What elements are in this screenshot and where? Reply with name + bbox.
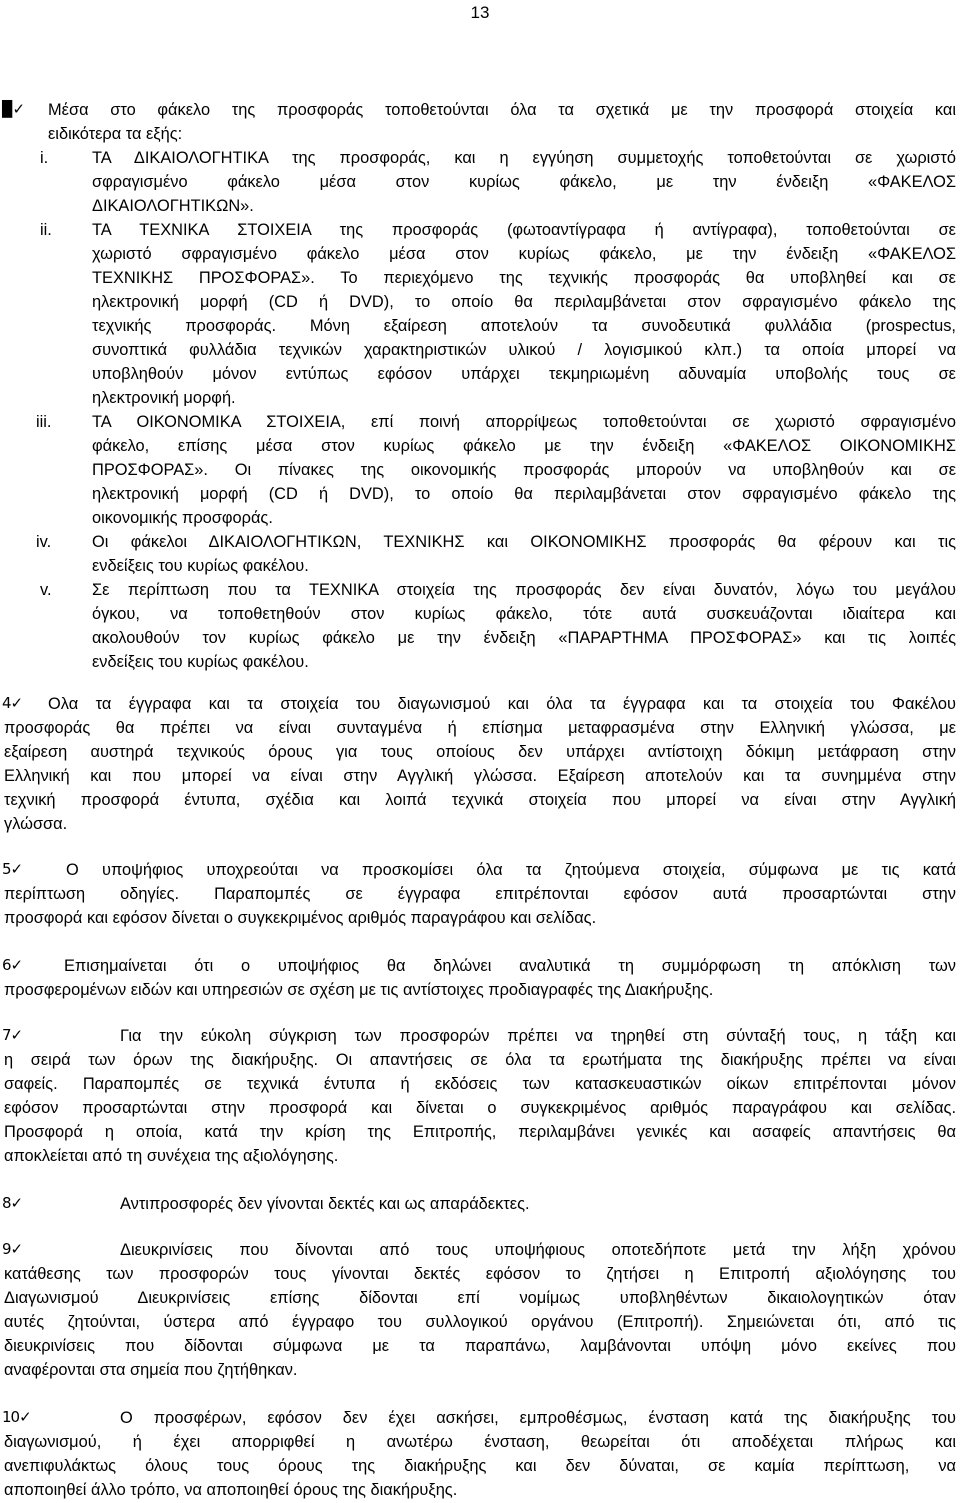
list-item-line: σφραγισμένο φάκελο μέσα στον κυρίως φάκελο, με την ένδειξη «ΦΑΚΕΛΟΣ — [92, 173, 956, 191]
list-item-line: ΠΡΟΣΦΟΡΑΣ». Οι πίνακες της οικονομικής προσφοράς μπορούν να υποβληθούν και σε — [92, 461, 956, 479]
paragraph-line: Προσφορά η οποία, κατά την κρίση της Επιτροπής, περιλαμβάνει γενικές και ασαφείς απαντήσεις θα — [4, 1123, 956, 1141]
list-item-line: ΔΙΚΑΙΟΛΟΓΗΤΙΚΩΝ». — [92, 197, 254, 215]
pencil-check-icon: 6✓ — [2, 956, 23, 974]
paragraph-line: η σειρά των όρων της διακήρυξης. Οι απαντήσεις σε όλα τα ερωτήματα της διακήρυξης πρέπει να είναι — [4, 1051, 956, 1069]
paragraph-line: περίπτωση οδηγίες. Παραπομπές σε έγγραφα επιτρέπονται εφόσον αυτά προσαρτώνται στην — [4, 885, 956, 903]
paragraph-line: διευκρινίσεις που δίδονται σύμφωνα με τα παραπάνω, λαμβάνονται υπόψη μόνο εκείνες που — [4, 1337, 956, 1355]
pencil-check-icon: 5✓ — [2, 860, 23, 878]
paragraph-line: Μέσα στο φάκελο της προσφοράς τοποθετούνται όλα τα σχετικά με την προσφορά στοιχεία και — [48, 101, 956, 119]
list-item-line: συνοπτικά φυλλάδια τεχνικών χαρακτηριστικών υλικού / λογισμικού κλπ.) τα οποία μπορεί να — [92, 341, 956, 359]
list-marker: i. — [40, 149, 49, 167]
list-item-line: οικονομικής προσφοράς. — [92, 509, 273, 527]
list-marker: v. — [40, 581, 52, 599]
paragraph-line: προσφορά και εφόσον δίνεται ο συγκεκριμένος αριθμός παραγράφου και σελίδας. — [4, 909, 597, 927]
pencil-check-icon: ▉✓ — [2, 100, 25, 118]
paragraph-line: Ο προσφέρων, εφόσον δεν έχει ασκήσει, εμπροθέσμως, ένσταση κατά της διακήρυξης του — [120, 1409, 956, 1427]
paragraph-line: διαγωνισμού, ή έχει απορριφθεί η ανωτέρω ένσταση, θεωρείται ότι αποδέχεται πλήρως και — [4, 1433, 956, 1451]
list-marker: ii. — [40, 221, 52, 239]
list-item-line: ΤΑ ΤΕΧΝΙΚΑ ΣΤΟΙΧΕΙΑ της προσφοράς (φωτοαντίγραφα ή αντίγραφα), τοποθετούνται σε — [92, 221, 956, 239]
paragraph-line: ανεπιφυλάκτως όλους τους όρους της διακήρυξης και δεν δύναται, σε καμία περίπτωση, να — [4, 1457, 956, 1475]
list-item-line: ΤΕΧΝΙΚΗΣ ΠΡΟΣΦΟΡΑΣ». Το περιεχόμενο της τεχνικής προσφοράς θα υποβληθεί και σε — [92, 269, 956, 287]
paragraph-line: Ολα τα έγγραφα και τα στοιχεία του διαγωνισμού και όλα τα έγγραφα και τα στοιχεία του Φακέλου — [48, 695, 956, 713]
list-item-line: όγκου, να τοποθετηθούν στον κυρίως φάκελο, τότε αυτά συσκευάζονται ιδιαίτερα και — [92, 605, 956, 623]
list-item-line: ΤΑ ΔΙΚΑΙΟΛΟΓΗΤΙΚΑ της προσφοράς, και η εγγύηση συμμετοχής τοποθετούνται σε χωριστό — [92, 149, 956, 167]
paragraph-line: Αντιπροσφορές δεν γίνονται δεκτές και ως απαράδεκτες. — [120, 1195, 530, 1213]
pencil-check-icon: 8✓ — [2, 1194, 23, 1212]
list-marker: iii. — [36, 413, 52, 431]
pencil-check-icon: 4✓ — [2, 694, 23, 712]
paragraph-line: αποποιηθεί άλλο τρόπο, να αποποιηθεί όρους της διακήρυξης. — [4, 1481, 458, 1499]
list-item-line: Σε περίπτωση που τα ΤΕΧΝΙΚΑ στοιχεία της προσφοράς δεν είναι δυνατόν, λόγω του μεγάλου — [92, 581, 956, 599]
list-item-line: Οι φάκελοι ΔΙΚΑΙΟΛΟΓΗΤΙΚΩΝ, ΤΕΧΝΙΚΗΣ και ΟΙΚΟΝΟΜΙΚΗΣ προσφοράς θα φέρουν και τις — [92, 533, 956, 551]
list-item-line: ενδείξεις του κυρίως φακέλου. — [92, 557, 309, 575]
paragraph-line: σαφείς. Παραπομπές σε τεχνικά έντυπα ή εκδόσεις των κατασκευαστικών οίκων επιτρέπονται μόνον — [4, 1075, 956, 1093]
list-item-line: ακολουθούν τον κυρίως φάκελο με την ένδειξη «ΠΑΡΑΡΤΗΜΑ ΠΡΟΣΦΟΡΑΣ» και τις λοιπές — [92, 629, 956, 647]
paragraph-line: Επισημαίνεται ότι ο υποψήφιος θα δηλώνει αναλυτικά τη συμμόρφωση τη απόκλιση των — [64, 957, 956, 975]
pencil-check-icon: 9✓ — [2, 1240, 23, 1258]
list-item-line: ηλεκτρονική μορφή. — [92, 389, 236, 407]
paragraph-line: αυτές ζητούνται, ύστερα από έγγραφο του συλλογικού οργάνου (Επιτροπή). Σημειώνεται ότι, από τις — [4, 1313, 956, 1331]
paragraph-line: προσφοράς θα πρέπει να είναι συνταγμένα ή επίσημα μεταφρασμένα στην Ελληνική γλώσσα, με — [4, 719, 956, 737]
paragraph-line: ειδικότερα τα εξής: — [48, 125, 183, 143]
list-item-line: χωριστό σφραγισμένο φάκελο μέσα στον κυρίως φάκελο, με την ένδειξη «ΦΑΚΕΛΟΣ — [92, 245, 956, 263]
list-item-line: ηλεκτρονική μορφή (CD ή DVD), το οποίο θα περιλαμβάνεται στον σφραγισμένο φάκελο της — [92, 485, 956, 503]
paragraph-line: Διευκρινίσεις που δίνονται από τους υποψήφιους οποτεδήποτε μετά την λήξη χρόνου — [120, 1241, 956, 1259]
list-item-line: ενδείξεις του κυρίως φακέλου. — [92, 653, 309, 671]
list-item-line: ηλεκτρονική μορφή (CD ή DVD), το οποίο θα περιλαμβάνεται στον σφραγισμένο φάκελο της — [92, 293, 956, 311]
list-item-line: τεχνικής προσφοράς. Μόνη εξαίρεση αποτελούν τα συνοδευτικά φυλλάδια (prospectus, — [92, 317, 956, 335]
paragraph-line: αποκλείεται από τη συνέχεια της αξιολόγησης. — [4, 1147, 339, 1165]
paragraph-line: γλώσσα. — [4, 815, 68, 833]
paragraph-line: εφόσον προσαρτώνται στην προσφορά και δίνεται ο συγκεκριμένος αριθμός παραγράφου και σελίδας. — [4, 1099, 956, 1117]
paragraph-line: τεχνική προσφορά έντυπα, σχέδια και λοιπά τεχνικά στοιχεία που μπορεί να είναι στην Αγγλική — [4, 791, 956, 809]
paragraph-line: κατάθεσης των προσφορών τους γίνονται δεκτές εφόσον το ζητήσει η Επιτροπή αξιολόγησης του — [4, 1265, 956, 1283]
paragraph-line: Διαγωνισμού Διευκρινίσεις επίσης δίδονται επί νομίμως υποβληθέντων δικαιολογητικών όταν — [4, 1289, 956, 1307]
paragraph-line: Για την εύκολη σύγκριση των προσφορών πρέπει να τηρηθεί στη σύνταξή τους, η τάξη και — [120, 1027, 956, 1045]
list-item-line: φάκελο, επίσης μέσα στον κυρίως φάκελο με την ένδειξη «ΦΑΚΕΛΟΣ ΟΙΚΟΝΟΜΙΚΗΣ — [92, 437, 956, 455]
pencil-check-icon: 10✓ — [2, 1408, 31, 1426]
pencil-check-icon: 7✓ — [2, 1026, 23, 1044]
paragraph-line: αναφέρονται στα σημεία που ζητήθηκαν. — [4, 1361, 298, 1379]
list-marker: iv. — [36, 533, 52, 551]
paragraph-line: Ο υποψήφιος υποχρεούται να προσκομίσει όλα τα ζητούμενα στοιχεία, σύμφωνα με τις κατά — [66, 861, 956, 879]
list-item-line: υποβληθούν μόνον εντύπως εφόσον υπάρχει τεκμηριωμένη αδυναμία υποβολής τους σε — [92, 365, 956, 383]
paragraph-line: Ελληνική και που μπορεί να είναι στην Αγγλική γλώσσα. Εξαίρεση αποτελούν και τα συνημμένα στην — [4, 767, 956, 785]
paragraph-line: προσφερομένων ειδών και υπηρεσιών σε σχέση με τις αντίστοιχες προδιαγραφές της Διακήρυξης. — [4, 981, 714, 999]
page-number: 13 — [470, 3, 490, 22]
list-item-line: ΤΑ ΟΙΚΟΝΟΜΙΚΑ ΣΤΟΙΧΕΙΑ, επί ποινή απορρίψεως τοποθετούνται σε χωριστό σφραγισμένο — [92, 413, 956, 431]
paragraph-line: εξαίρεση αυστηρά τεχνικούς όρους για τους οποίους δεν υπάρχει αντίστοιχη δόκιμη μετάφραση στην — [4, 743, 956, 761]
